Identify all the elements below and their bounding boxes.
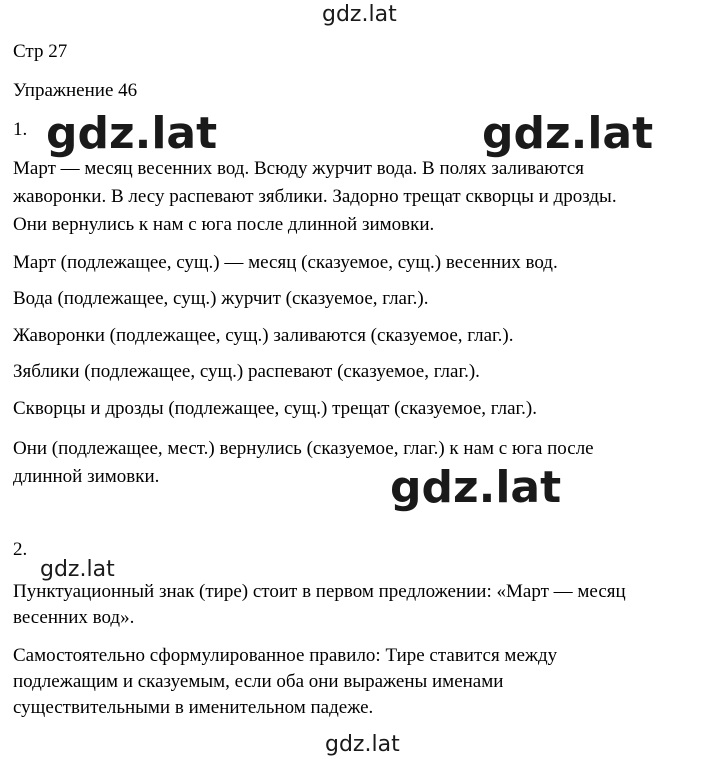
analysis-line: Жаворонки (подлежащее, сущ.) заливаются (сказуемое, глаг.).	[13, 325, 514, 346]
watermark-top: gdz.lat	[322, 2, 397, 27]
part1-number: 1.	[13, 119, 28, 140]
analysis-line: Скворцы и дрозды (подлежащее, сущ.) трещат (сказуемое, глаг.).	[13, 398, 538, 419]
rule-line: Самостоятельно сформулированное правило: Тире ставится между	[13, 645, 558, 666]
rule-line: подлежащим и сказуемым, если оба они выражены именами	[13, 671, 504, 692]
part1-text-line: жаворонки. В лесу распевают зяблики. Задорно трещат скворцы и дрозды.	[13, 186, 617, 207]
analysis-line: Они (подлежащее, мест.) вернулись (сказуемое, глаг.) к нам с юга после	[13, 438, 594, 459]
punctuation-line: весенних вод».	[13, 607, 135, 628]
watermark-left: gdz.lat	[46, 108, 218, 159]
rule-line: существительными в именительном падеже.	[13, 697, 374, 718]
exercise-title: Упражнение 46	[13, 80, 138, 101]
part1-text-line: Март — месяц весенних вод. Всюду журчит вода. В полях заливаются	[13, 158, 584, 179]
page-label: Стр 27	[13, 41, 68, 62]
watermark-middle: gdz.lat	[390, 462, 562, 513]
analysis-line: Зяблики (подлежащее, сущ.) распевают (сказуемое, глаг.).	[13, 361, 480, 382]
analysis-line: длинной зимовки.	[13, 466, 160, 487]
analysis-line: Март (подлежащее, сущ.) — месяц (сказуемое, сущ.) весенних вод.	[13, 252, 558, 273]
watermark-lower-left: gdz.lat	[40, 557, 115, 582]
watermark-right: gdz.lat	[482, 108, 654, 159]
punctuation-line: Пунктуационный знак (тире) стоит в первом предложении: «Март — месяц	[13, 581, 626, 602]
watermark-bottom: gdz.lat	[325, 732, 400, 757]
part2-number: 2.	[13, 539, 28, 560]
part1-text-line: Они вернулись к нам с юга после длинной зимовки.	[13, 214, 435, 235]
analysis-line: Вода (подлежащее, сущ.) журчит (сказуемое, глаг.).	[13, 288, 429, 309]
